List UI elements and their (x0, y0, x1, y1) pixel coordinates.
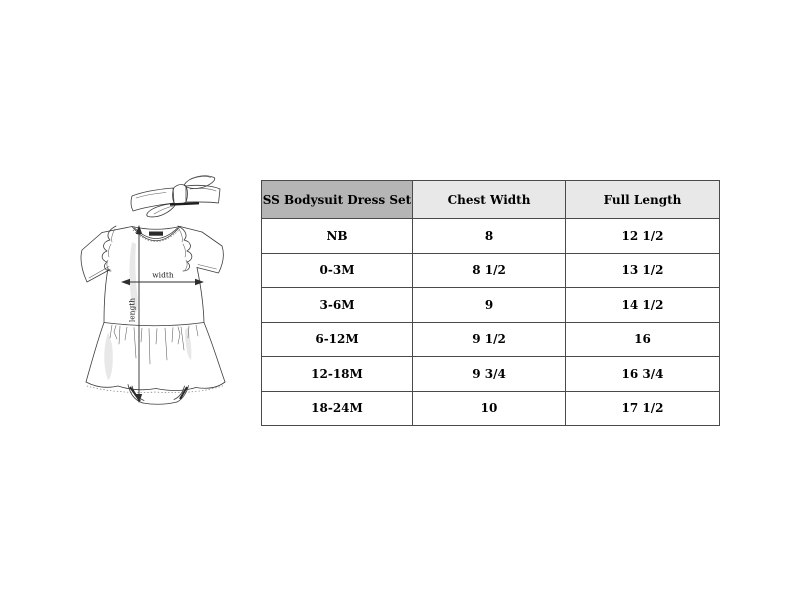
full-length-cell: 16 (566, 322, 720, 357)
length-label: length (127, 297, 137, 323)
size-label-cell: NB (262, 219, 413, 254)
size-chart-header-row (262, 181, 720, 219)
table-row-6-12m (262, 322, 720, 357)
size-label-cell: 6-12M (262, 322, 413, 357)
table-row-18-24m (262, 391, 720, 426)
chest-width-cell: 9 3/4 (413, 357, 566, 392)
header-full-length: Full Length (566, 181, 720, 219)
full-length-cell: 14 1/2 (566, 288, 720, 323)
headband-bow-sketch (131, 176, 220, 217)
full-length-cell: 13 1/2 (566, 253, 720, 288)
chest-width-cell: 9 1/2 (413, 322, 566, 357)
size-label-cell: 0-3M (262, 253, 413, 288)
product-sketch (70, 172, 245, 422)
chest-width-cell: 10 (413, 391, 566, 426)
bodysuit-dress-sketch-svg (70, 172, 245, 422)
skirt-shadow-left (104, 332, 113, 380)
full-length-cell: 16 3/4 (566, 357, 720, 392)
table-row-nb (262, 219, 720, 254)
width-label: width (152, 270, 174, 280)
full-length-cell: 12 1/2 (566, 219, 720, 254)
dress-outline-sketch (81, 226, 225, 404)
header-chest-width: Chest Width (413, 181, 566, 219)
neck-tag (149, 232, 163, 236)
size-label-cell: 18-24M (262, 391, 413, 426)
header-product-name: SS Bodysuit Dress Set (262, 181, 413, 219)
skirt-shadow-right (185, 327, 191, 360)
full-length-cell: 17 1/2 (566, 391, 720, 426)
table-row-0-3m (262, 253, 720, 288)
size-label-cell: 3-6M (262, 288, 413, 323)
size-chart-body (262, 219, 720, 426)
table-row-3-6m (262, 288, 720, 323)
chest-width-cell: 8 (413, 219, 566, 254)
table-row-12-18m (262, 357, 720, 392)
chest-width-cell: 9 (413, 288, 566, 323)
chest-width-cell: 8 1/2 (413, 253, 566, 288)
size-chart-table (261, 180, 720, 426)
size-label-cell: 12-18M (262, 357, 413, 392)
